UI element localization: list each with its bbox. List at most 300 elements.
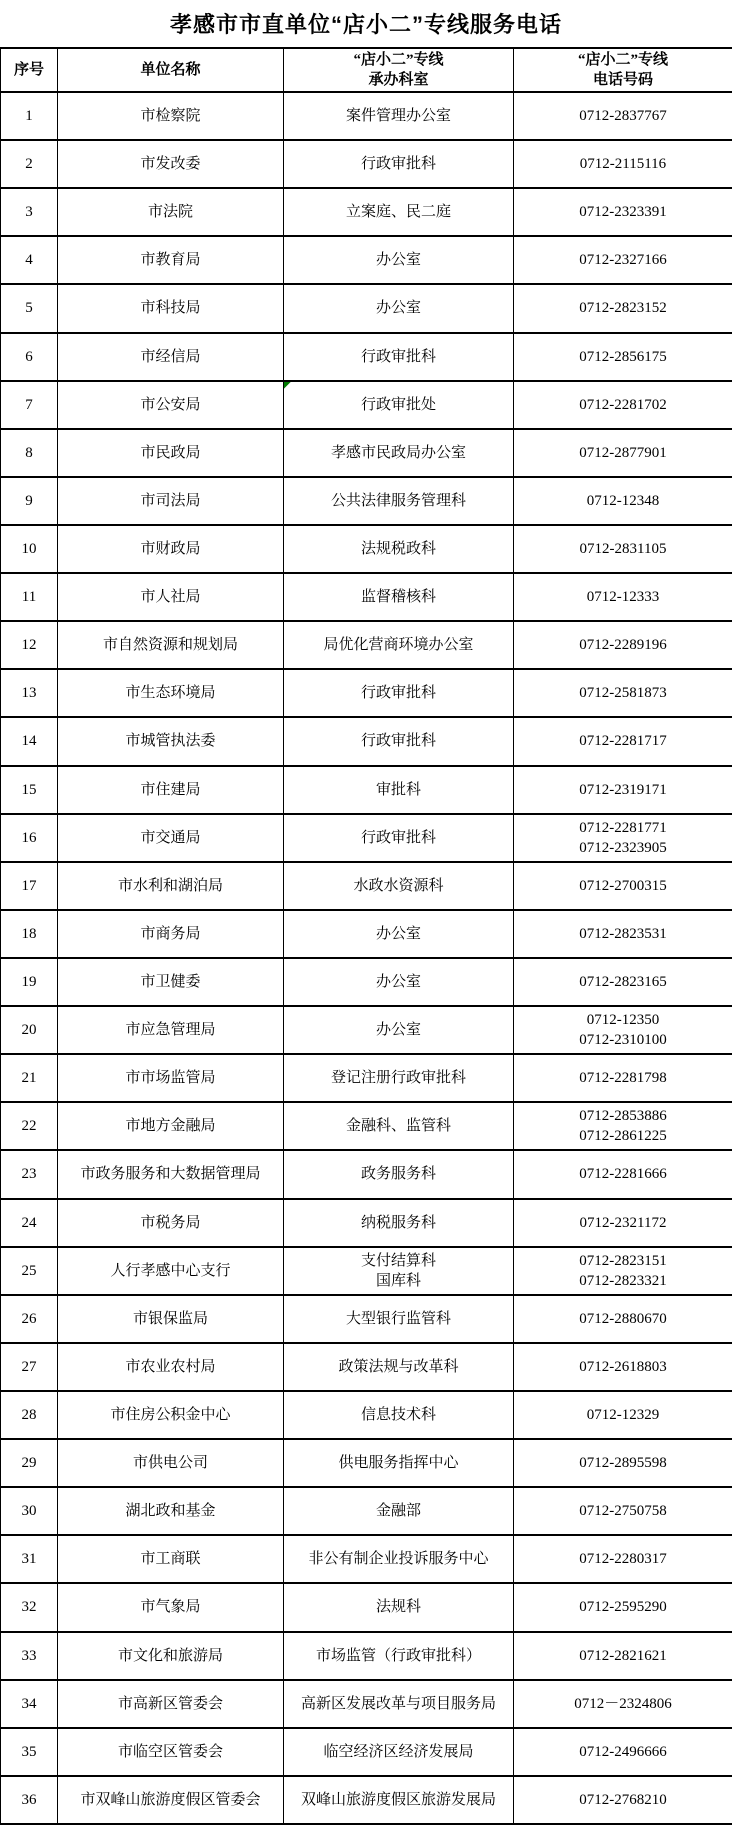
phone-cell (514, 1102, 732, 1150)
department-cell-text: 立案庭、民二庭 (345, 204, 451, 221)
department-cell-text: 行政审批处 (360, 396, 436, 413)
unit-name-cell (58, 669, 284, 717)
row-number-cell (1, 1535, 58, 1583)
phone-cell-text: 0712-2327166 (579, 252, 667, 269)
department-cell (284, 236, 514, 284)
phone-cell-text: 0712-2289196 (579, 637, 667, 654)
department-cell-text: 政务服务科 (360, 1166, 436, 1183)
phone-cell-text: 0712-2821621 (579, 1647, 667, 1664)
table-row (1, 1487, 732, 1535)
row-number-cell-text: 27 (21, 1358, 37, 1375)
row-number-cell (1, 717, 58, 765)
unit-name-cell (58, 1247, 284, 1295)
unit-name-cell-text: 市生态环境局 (125, 685, 216, 702)
department-cell (284, 429, 514, 477)
phone-cell (514, 1150, 732, 1198)
unit-name-cell (58, 525, 284, 573)
table-row (1, 910, 732, 958)
unit-name-cell-text: 市民政局 (140, 444, 201, 461)
row-number-cell (1, 669, 58, 717)
table-row (1, 573, 732, 621)
unit-name-cell-text: 市市场监管局 (125, 1070, 216, 1087)
phone-cell (514, 1391, 732, 1439)
phone-cell (514, 621, 732, 669)
unit-name-cell (58, 92, 284, 140)
row-number-cell (1, 188, 58, 236)
unit-name-cell (58, 236, 284, 284)
phone-cell-text: 0712-12348 (586, 492, 660, 509)
phone-cell (514, 573, 732, 621)
unit-name-cell (58, 429, 284, 477)
row-number-cell-text: 35 (21, 1743, 37, 1760)
table-row (1, 381, 732, 429)
unit-name-cell (58, 140, 284, 188)
unit-name-cell (58, 284, 284, 332)
phone-cell-text: 0712-2281798 (579, 1070, 667, 1087)
table-row (1, 92, 732, 140)
unit-name-cell-text: 市财政局 (140, 541, 201, 558)
row-number-cell-text: 21 (21, 1070, 37, 1087)
row-number-cell-text: 17 (21, 877, 37, 894)
department-cell (284, 477, 514, 525)
table-row (1, 1199, 732, 1247)
table-row (1, 429, 732, 477)
phone-cell-text: 0712-2595290 (579, 1599, 667, 1616)
unit-name-cell (58, 381, 284, 429)
unit-name-cell (58, 621, 284, 669)
phone-cell-text: 0712-2115116 (579, 156, 667, 173)
phone-cell (514, 1439, 732, 1487)
unit-name-cell-text: 市双峰山旅游度假区管委会 (80, 1791, 261, 1808)
phone-cell-text: 0712-2581873 (579, 685, 667, 702)
phone-cell (514, 140, 732, 188)
department-cell-text: 供电服务指挥中心 (338, 1455, 459, 1472)
row-number-cell (1, 477, 58, 525)
phone-cell (514, 766, 732, 814)
table-row (1, 621, 732, 669)
unit-name-cell-text: 市城管执法委 (125, 733, 216, 750)
phone-cell (514, 910, 732, 958)
row-number-cell-text: 3 (25, 204, 33, 221)
column-header-department-line2: 承办科室 (368, 72, 429, 88)
phone-cell (514, 1054, 732, 1102)
phone-cell (514, 188, 732, 236)
row-number-cell-text: 5 (25, 300, 33, 317)
table-row (1, 1776, 732, 1824)
unit-name-cell (58, 1776, 284, 1824)
phone-cell-text: 0712-2823531 (579, 925, 667, 942)
row-number-cell-text: 20 (21, 1022, 37, 1039)
unit-name-cell (58, 1006, 284, 1054)
phone-cell-text: 0712-2768210 (579, 1791, 667, 1808)
row-number-cell-text: 33 (21, 1647, 37, 1664)
department-cell-text: 金融科、监管科 (345, 1118, 451, 1135)
unit-name-cell (58, 1295, 284, 1343)
phone-cell (514, 1343, 732, 1391)
row-number-cell-text: 23 (21, 1166, 37, 1183)
row-number-cell-text: 32 (21, 1599, 37, 1616)
department-cell (284, 1391, 514, 1439)
unit-name-cell (58, 188, 284, 236)
phone-cell-text: 0712-2323905 (579, 839, 667, 856)
department-cell-text: 案件管理办公室 (345, 108, 451, 125)
unit-name-cell-text: 市临空区管委会 (117, 1743, 223, 1760)
department-cell-text: 临空经济区经济发展局 (323, 1743, 474, 1760)
unit-name-cell-text: 市教育局 (140, 252, 201, 269)
row-number-cell (1, 1583, 58, 1631)
phone-cell (514, 333, 732, 381)
department-cell (284, 284, 514, 332)
unit-name-cell-text: 市法院 (147, 204, 193, 221)
unit-name-cell (58, 1102, 284, 1150)
row-number-cell (1, 1632, 58, 1680)
row-number-cell (1, 910, 58, 958)
department-cell (284, 1343, 514, 1391)
unit-name-cell-text: 市供电公司 (132, 1455, 208, 1472)
department-cell-text: 办公室 (375, 252, 421, 269)
table-row (1, 140, 732, 188)
department-cell-text: 国库科 (375, 1272, 421, 1289)
phone-cell (514, 958, 732, 1006)
unit-name-cell (58, 1728, 284, 1776)
row-number-cell-text: 30 (21, 1503, 37, 1520)
phone-cell (514, 862, 732, 910)
unit-name-cell (58, 862, 284, 910)
department-cell (284, 1535, 514, 1583)
row-number-cell (1, 1728, 58, 1776)
table-row (1, 669, 732, 717)
unit-name-cell-text: 市住建局 (140, 781, 201, 798)
unit-name-cell-text: 市交通局 (140, 829, 201, 846)
row-number-cell-text: 18 (21, 925, 37, 942)
unit-name-cell-text: 市住房公积金中心 (110, 1407, 231, 1423)
unit-name-cell-text: 市农业农村局 (125, 1358, 216, 1375)
unit-name-cell (58, 1150, 284, 1198)
phone-cell-text: 0712-2823165 (579, 974, 667, 991)
phone-cell-text: 0712-2823151 (579, 1252, 667, 1269)
department-cell (284, 1199, 514, 1247)
department-cell (284, 862, 514, 910)
row-number-cell (1, 1343, 58, 1391)
department-cell (284, 621, 514, 669)
table-row (1, 1247, 732, 1295)
phone-cell-text: 0712-2319171 (579, 781, 667, 798)
row-number-cell-text: 7 (25, 396, 33, 413)
department-cell-text: 行政审批科 (360, 156, 436, 173)
table-row (1, 1102, 732, 1150)
column-header-phone-line2: 电话号码 (592, 72, 653, 88)
header-row (1, 48, 732, 92)
phone-cell (514, 477, 732, 525)
row-number-cell (1, 381, 58, 429)
phone-cell-text: 0712-2823321 (579, 1272, 667, 1289)
phone-cell (514, 1295, 732, 1343)
department-cell-text: 双峰山旅游度假区旅游发展局 (300, 1791, 496, 1808)
department-cell-text: 办公室 (375, 925, 421, 942)
row-number-cell (1, 1006, 58, 1054)
unit-name-cell (58, 814, 284, 862)
department-cell (284, 1728, 514, 1776)
department-cell-text: 大型银行监管科 (345, 1310, 451, 1327)
phone-cell-text: 0712-2856175 (579, 348, 667, 365)
table-row (1, 958, 732, 1006)
row-number-cell-text: 31 (21, 1551, 37, 1568)
phone-cell (514, 1535, 732, 1583)
row-number-cell (1, 429, 58, 477)
unit-name-cell-text: 市经信局 (140, 348, 201, 365)
phone-cell (514, 381, 732, 429)
table-row (1, 333, 732, 381)
phone-cell (514, 717, 732, 765)
department-cell-text: 办公室 (375, 300, 421, 317)
page-title: 孝感市市直单位“店小二”专线服务电话 (169, 12, 562, 37)
unit-name-cell-text: 市水利和湖泊局 (117, 877, 223, 894)
unit-name-cell-text: 市工商联 (140, 1551, 201, 1568)
phone-cell-text: 0712-2281702 (579, 396, 667, 413)
unit-name-cell-text: 市气象局 (140, 1599, 201, 1616)
phone-cell-text: 0712-2618803 (579, 1358, 667, 1375)
table-row (1, 188, 732, 236)
row-number-cell-text: 25 (21, 1262, 37, 1279)
department-cell (284, 910, 514, 958)
unit-name-cell (58, 958, 284, 1006)
phone-cell (514, 669, 732, 717)
table-row (1, 525, 732, 573)
row-number-cell-text: 10 (21, 541, 37, 558)
phone-cell-text: 0712-2861225 (579, 1128, 667, 1145)
row-number-cell (1, 862, 58, 910)
department-cell-text: 行政审批科 (360, 685, 436, 702)
department-cell (284, 1150, 514, 1198)
department-cell (284, 766, 514, 814)
row-number-cell-text: 8 (25, 444, 33, 461)
column-header-index: 序号 (1, 48, 58, 92)
department-cell-text: 支付结算科 (360, 1252, 436, 1269)
department-cell (284, 525, 514, 573)
phone-cell-text: 0712-2281666 (579, 1166, 667, 1183)
row-number-cell (1, 814, 58, 862)
row-number-cell (1, 766, 58, 814)
phone-cell-text: 0712-2700315 (579, 877, 667, 894)
row-number-cell-text: 11 (21, 589, 37, 606)
department-cell (284, 188, 514, 236)
department-cell (284, 1054, 514, 1102)
unit-name-cell-text: 市公安局 (140, 396, 201, 413)
row-number-cell-text: 36 (21, 1791, 37, 1808)
department-cell (284, 1102, 514, 1150)
row-number-cell (1, 1247, 58, 1295)
department-cell (284, 1680, 514, 1728)
unit-name-cell-text: 市银保监局 (132, 1310, 208, 1327)
phone-cell-text: 0712-2310100 (579, 1032, 667, 1049)
row-number-cell-text: 34 (21, 1695, 37, 1712)
row-number-cell (1, 573, 58, 621)
phone-cell-text: 0712-2281717 (579, 733, 667, 750)
row-number-cell (1, 958, 58, 1006)
table-row (1, 236, 732, 284)
phone-cell (514, 1583, 732, 1631)
phone-cell-text: 0712-2823152 (579, 300, 667, 317)
phone-cell-text: 0712-12333 (586, 589, 660, 606)
unit-name-cell (58, 573, 284, 621)
row-number-cell (1, 621, 58, 669)
phone-cell-text: 0712－2324806 (574, 1695, 672, 1712)
unit-name-cell (58, 477, 284, 525)
phone-directory-table (0, 47, 732, 1825)
unit-name-cell (58, 1680, 284, 1728)
phone-cell-text: 0712-2323391 (579, 204, 667, 221)
department-cell (284, 92, 514, 140)
table-row (1, 1391, 732, 1439)
table-row (1, 1295, 732, 1343)
table-row (1, 1006, 732, 1054)
phone-cell-text: 0712-2496666 (579, 1743, 667, 1760)
row-number-cell-text: 29 (21, 1455, 37, 1472)
phone-cell (514, 525, 732, 573)
unit-name-cell (58, 1391, 284, 1439)
table-row (1, 1150, 732, 1198)
row-number-cell (1, 1054, 58, 1102)
department-cell-text: 办公室 (375, 974, 421, 991)
row-number-cell (1, 1199, 58, 1247)
column-header-phone-line1: “店小二”专线 (577, 52, 668, 68)
row-number-cell (1, 1680, 58, 1728)
unit-name-cell (58, 1343, 284, 1391)
row-number-cell (1, 140, 58, 188)
unit-name-cell (58, 1487, 284, 1535)
department-cell (284, 1583, 514, 1631)
phone-cell-text: 0712-2853886 (579, 1108, 667, 1125)
department-cell (284, 1295, 514, 1343)
unit-name-cell-text: 市发改委 (140, 156, 201, 173)
unit-name-cell-text: 市自然资源和规划局 (102, 637, 238, 654)
unit-name-cell-text: 市人社局 (140, 589, 201, 606)
phone-cell-text: 0712-2750758 (579, 1503, 667, 1520)
table-row (1, 1439, 732, 1487)
row-number-cell (1, 1487, 58, 1535)
table-row (1, 1535, 732, 1583)
phone-cell (514, 1199, 732, 1247)
unit-name-cell-text: 市高新区管委会 (117, 1695, 223, 1712)
row-number-cell (1, 1150, 58, 1198)
column-header-department-line1: “店小二”专线 (353, 52, 444, 68)
unit-name-cell-text: 市检察院 (140, 108, 201, 125)
table-row (1, 477, 732, 525)
row-number-cell-text: 13 (21, 685, 37, 702)
table-row (1, 766, 732, 814)
phone-cell (514, 1632, 732, 1680)
department-cell-text: 纳税服务科 (360, 1214, 436, 1231)
department-cell (284, 814, 514, 862)
row-number-cell-text: 2 (25, 156, 33, 173)
row-number-cell-text: 26 (21, 1310, 37, 1327)
table-body (1, 92, 732, 1824)
department-cell-text: 水政水资源科 (353, 877, 444, 894)
department-cell (284, 1439, 514, 1487)
unit-name-cell (58, 1199, 284, 1247)
unit-name-cell-text: 市科技局 (140, 300, 201, 317)
department-cell (284, 669, 514, 717)
row-number-cell-text: 6 (25, 348, 33, 365)
unit-name-cell-text: 市应急管理局 (125, 1022, 216, 1039)
phone-cell (514, 814, 732, 862)
department-cell-text: 公共法律服务管理科 (330, 492, 466, 509)
row-number-cell (1, 1776, 58, 1824)
phone-cell (514, 92, 732, 140)
row-number-cell (1, 1391, 58, 1439)
row-number-cell-text: 9 (25, 492, 33, 509)
row-number-cell-text: 28 (21, 1407, 37, 1423)
table-row (1, 1680, 732, 1728)
phone-cell-text: 0712-12329 (586, 1407, 660, 1423)
column-header-unit-name: 单位名称 (58, 48, 284, 92)
department-cell-text: 监督稽核科 (360, 589, 436, 606)
column-header-department (284, 48, 514, 92)
row-number-cell (1, 525, 58, 573)
unit-name-cell (58, 1632, 284, 1680)
phone-cell (514, 1247, 732, 1295)
department-cell (284, 958, 514, 1006)
row-number-cell (1, 1439, 58, 1487)
phone-cell (514, 284, 732, 332)
department-cell (284, 1006, 514, 1054)
phone-cell (514, 1776, 732, 1824)
unit-name-cell (58, 1535, 284, 1583)
department-cell-text: 市场监管（行政审批科） (315, 1647, 481, 1664)
department-cell-text: 高新区发展改革与项目服务局 (300, 1695, 496, 1712)
unit-name-cell-text: 湖北政和基金 (125, 1503, 216, 1520)
unit-name-cell-text: 市商务局 (140, 925, 201, 942)
department-cell-text: 信息技术科 (360, 1407, 436, 1423)
table-row (1, 1343, 732, 1391)
phone-cell (514, 1728, 732, 1776)
department-cell (284, 1632, 514, 1680)
table-row (1, 1054, 732, 1102)
department-cell-text: 政策法规与改革科 (338, 1358, 459, 1375)
department-cell-text: 孝感市民政局办公室 (330, 444, 466, 461)
unit-name-cell (58, 1054, 284, 1102)
department-cell-text: 审批科 (375, 781, 421, 798)
row-number-cell-text: 4 (25, 252, 33, 269)
table-row (1, 1583, 732, 1631)
department-cell-text: 行政审批科 (360, 733, 436, 750)
department-cell-text: 登记注册行政审批科 (330, 1070, 466, 1087)
unit-name-cell-text: 市政务服务和大数据管理局 (80, 1166, 261, 1183)
row-number-cell (1, 284, 58, 332)
table-row (1, 284, 732, 332)
phone-cell-text: 0712-2877901 (579, 444, 667, 461)
phone-cell-text: 0712-2837767 (579, 108, 667, 125)
row-number-cell (1, 236, 58, 284)
phone-cell (514, 1680, 732, 1728)
department-cell-text: 行政审批科 (360, 829, 436, 846)
row-number-cell (1, 333, 58, 381)
department-cell-text: 金融部 (375, 1503, 421, 1520)
table-row (1, 717, 732, 765)
table-header (1, 48, 732, 92)
phone-cell-text: 0712-2831105 (579, 541, 667, 558)
phone-cell (514, 236, 732, 284)
phone-cell-text: 0712-2895598 (579, 1455, 667, 1472)
unit-name-cell (58, 1439, 284, 1487)
unit-name-cell-text: 市文化和旅游局 (117, 1647, 223, 1664)
unit-name-cell (58, 717, 284, 765)
unit-name-cell (58, 910, 284, 958)
row-number-cell (1, 1295, 58, 1343)
department-cell (284, 1487, 514, 1535)
table-row (1, 814, 732, 862)
row-number-cell-text: 19 (21, 974, 37, 991)
